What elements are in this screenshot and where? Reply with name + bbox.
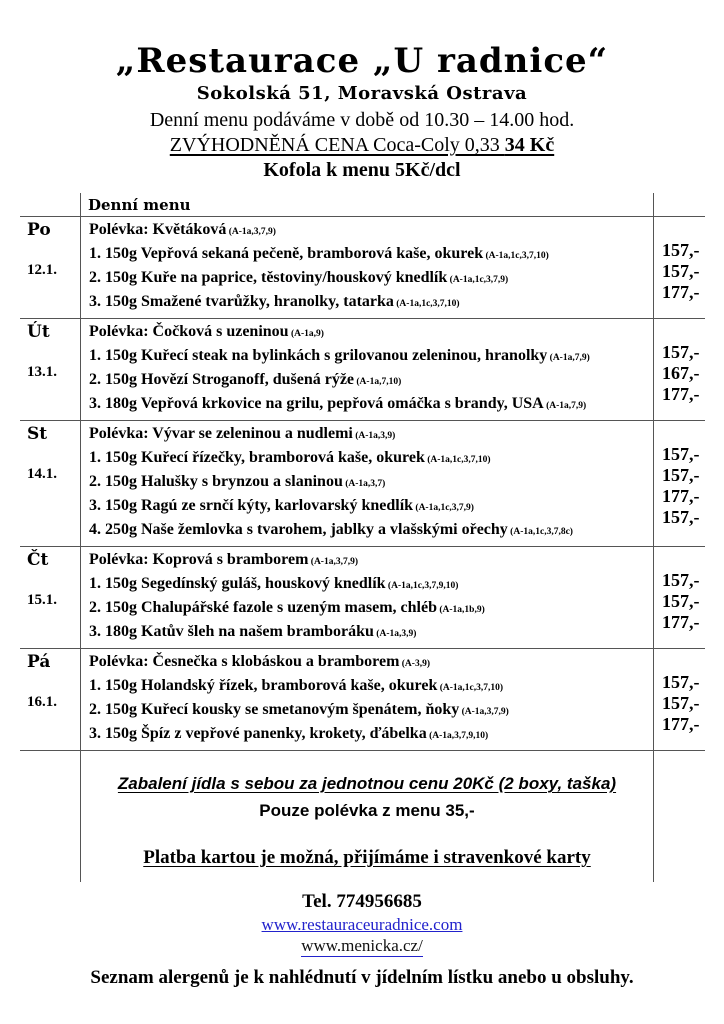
soup-line-text: Polévka: Květáková xyxy=(89,221,227,238)
notes-content xyxy=(80,751,653,882)
menu-item-line xyxy=(89,267,653,291)
menu-item-line xyxy=(89,471,653,495)
day-section xyxy=(20,319,705,421)
allergen-codes: (A-1a,3,7,9) xyxy=(308,557,359,567)
kofola-note: Kofola k menu 5Kč/dcl xyxy=(263,159,461,181)
restaurant-name: „Restaurace „U radnice“ xyxy=(115,41,609,81)
soup-line xyxy=(89,549,653,573)
item-price: 157,- xyxy=(662,672,700,692)
soup-line-text: Polévka: Koprová s bramborem xyxy=(89,551,309,568)
menu-item-line xyxy=(89,573,653,597)
price-line-empty xyxy=(662,423,705,444)
day-sections xyxy=(20,217,705,751)
price-cell xyxy=(653,649,705,750)
price-cell xyxy=(653,421,705,546)
allergen-codes: (A-1a,3,7) xyxy=(342,479,386,489)
allergen-codes: (A-1a,1c,3,7,10) xyxy=(437,683,504,693)
menu-item-line xyxy=(89,675,653,699)
price-cell xyxy=(653,547,705,648)
day-section xyxy=(20,547,705,649)
notes-panel xyxy=(20,751,705,882)
menu-item-line xyxy=(89,243,653,267)
promo-price: 34 Kč xyxy=(504,134,555,156)
menu-item-line xyxy=(89,597,653,621)
menu-item-line xyxy=(89,699,653,723)
soup-only-note: Pouze polévka z menu 35,- xyxy=(259,801,475,820)
price-cell xyxy=(653,319,705,420)
allergen-codes: (A-1a,7,9) xyxy=(543,401,587,411)
soup-line-text: Polévka: Vývar se zeleninou a nudlemi xyxy=(89,425,353,442)
menu-item-line xyxy=(89,345,653,369)
menu-item-line-text: 3. 180g Vepřová krkovice na grilu, pepřová omáčka s brandy, USA xyxy=(89,395,544,412)
allergen-codes: (A-3,9) xyxy=(399,659,430,669)
document-footer xyxy=(0,890,724,990)
allergen-codes: (A-1a,1c,3,7,9,10) xyxy=(385,581,459,591)
soup-line-text: Polévka: Čočková s uzeninou xyxy=(89,323,289,340)
notes-right-gutter xyxy=(653,751,705,882)
allergen-codes: (A-1a,3,7,9) xyxy=(226,227,276,237)
item-price: 157,- xyxy=(662,342,700,362)
day-date: 13.1. xyxy=(27,364,57,380)
day-label: Čt xyxy=(27,550,49,570)
item-price: 177,- xyxy=(662,612,700,632)
allergen-codes: (A-1a,9) xyxy=(288,329,324,339)
allergen-codes: (A-1a,7,9) xyxy=(547,353,590,363)
allergen-info-note: Seznam alergenů je k nahlédnutí v jídelním lístku anebo u obsluhy. xyxy=(90,967,634,988)
item-price: 157,- xyxy=(662,570,700,590)
restaurant-address: Sokolská 51, Moravská Ostrava xyxy=(196,83,528,104)
soup-line xyxy=(89,651,653,675)
item-price: 167,- xyxy=(662,363,700,383)
allergen-codes: (A-1a,1c,3,7,10) xyxy=(483,251,549,261)
price-line-empty xyxy=(662,549,705,570)
price-line-empty xyxy=(662,651,705,672)
menu-item-line-text: 1. 150g Kuřecí steak na bylinkách s grilovanou zeleninou, hranolky xyxy=(89,347,548,364)
allergen-codes: (A-1a,7,10) xyxy=(354,377,402,387)
item-price: 177,- xyxy=(662,282,700,302)
menu-item-line xyxy=(89,369,653,393)
soup-line xyxy=(89,321,653,345)
menu-item-line-text: 2. 150g Hovězí Stroganoff, dušená rýže xyxy=(89,371,355,388)
menu-column-header: Denní menu xyxy=(80,193,653,216)
allergen-codes: (A-1a,1b,9) xyxy=(436,605,485,615)
item-price: 177,- xyxy=(662,714,700,734)
day-label: Út xyxy=(27,322,50,342)
allergen-codes: (A-1a,1c,3,7,10) xyxy=(393,299,460,309)
day-date: 14.1. xyxy=(27,466,57,482)
allergen-codes: (A-1a,3,7,9) xyxy=(459,707,509,717)
menu-item-line-text: 3. 180g Katův šleh na našem bramboráku xyxy=(89,623,374,640)
soup-line xyxy=(89,423,653,447)
menu-item-line-text: 4. 250g Naše žemlovka s tvarohem, jablky a vlašskými ořechy xyxy=(89,521,508,538)
item-price: 157,- xyxy=(662,444,700,464)
allergen-codes: (A-1a,1c,3,7,9) xyxy=(413,503,474,513)
day-column-header xyxy=(20,193,80,216)
menu-cell xyxy=(80,217,653,318)
promo-line xyxy=(0,133,724,158)
serving-hours: Denní menu podáváme v době od 10.30 – 14.00 hod. xyxy=(149,109,575,131)
allergen-codes: (A-1a,1c,3,7,8c) xyxy=(507,527,573,537)
menu-item-line xyxy=(89,291,653,315)
item-price: 157,- xyxy=(662,507,700,527)
item-price: 177,- xyxy=(662,486,700,506)
menu-item-line xyxy=(89,723,653,747)
day-date: 12.1. xyxy=(27,262,57,278)
soup-line xyxy=(89,219,653,243)
allergen-codes: (A-1a,1c,3,7,9) xyxy=(447,275,509,285)
document-header xyxy=(0,0,724,183)
menicka-link[interactable]: www.menicka.cz/ xyxy=(301,936,423,955)
menu-item-line-text: 1. 150g Vepřová sekaná pečeně, bramborová kaše, okurek xyxy=(89,245,484,262)
menu-cell xyxy=(80,319,653,420)
day-label: St xyxy=(27,424,48,444)
day-label: Pá xyxy=(27,652,51,672)
phone-number: Tel. 774956685 xyxy=(302,891,422,912)
menu-item-line-text: 2. 150g Halušky s brynzou a slaninou xyxy=(89,473,343,490)
menu-item-line-text: 3. 150g Špíz z vepřové panenky, krokety, ďábelka xyxy=(89,725,427,742)
day-section xyxy=(20,217,705,319)
menu-table-header-row xyxy=(20,193,705,217)
price-line-empty xyxy=(662,321,705,342)
menu-table xyxy=(20,193,705,882)
menu-item-line-text: 3. 150g Ragú ze srnčí kýty, karlovarský knedlík xyxy=(89,497,414,514)
menu-item-line-text: 2. 150g Kuře na paprice, těstoviny/houskový knedlík xyxy=(89,269,448,286)
day-section xyxy=(20,649,705,751)
day-date: 16.1. xyxy=(27,694,57,710)
item-price: 177,- xyxy=(662,384,700,404)
restaurant-website-link[interactable]: www.restauraceuradnice.com xyxy=(261,915,463,934)
menu-item-line-text: 1. 150g Segedínský guláš, houskový knedlík xyxy=(89,575,386,592)
price-line-empty xyxy=(662,219,705,240)
day-section xyxy=(20,421,705,547)
day-cell xyxy=(20,217,80,318)
menu-item-line xyxy=(89,393,653,417)
day-date: 15.1. xyxy=(27,592,57,608)
takeaway-note: Zabalení jídla s sebou za jednotnou cenu 20Kč (2 boxy, taška) xyxy=(117,774,617,793)
allergen-codes: (A-1a,3,7,9,10) xyxy=(426,731,489,741)
menu-cell xyxy=(80,547,653,648)
allergen-codes: (A-1a,1c,3,7,10) xyxy=(424,455,491,465)
menu-item-line-text: 1. 150g Kuřecí řízečky, bramborová kaše, okurek xyxy=(89,449,425,466)
day-cell xyxy=(20,319,80,420)
day-label: Po xyxy=(27,220,51,240)
menu-item-line-text: 3. 150g Smažené tvarůžky, hranolky, tatarka xyxy=(89,293,394,310)
promo-text: ZVÝHODNĚNÁ CENA Coca-Coly 0,33 xyxy=(169,134,505,156)
price-column-header xyxy=(653,193,705,216)
item-price: 157,- xyxy=(662,240,700,260)
card-payment-note: Platba kartou je možná, přijímáme i stravenkové karty xyxy=(143,847,591,868)
allergen-codes: (A-1a,3,9) xyxy=(352,431,396,441)
item-price: 157,- xyxy=(662,693,700,713)
day-cell xyxy=(20,547,80,648)
item-price: 157,- xyxy=(662,465,700,485)
item-price: 157,- xyxy=(662,591,700,611)
menu-item-line-text: 1. 150g Holandský řízek, bramborová kaše, okurek xyxy=(89,677,438,694)
notes-left-gutter xyxy=(20,751,80,882)
day-cell xyxy=(20,649,80,750)
menu-cell xyxy=(80,421,653,546)
menu-item-line-text: 2. 150g Chalupářské fazole s uzeným masem, chléb xyxy=(89,599,437,616)
menu-item-line xyxy=(89,447,653,471)
menu-item-line xyxy=(89,495,653,519)
menu-item-line xyxy=(89,621,653,645)
menu-cell xyxy=(80,649,653,750)
menu-item-line xyxy=(89,519,653,543)
item-price: 157,- xyxy=(662,261,700,281)
soup-line-text: Polévka: Česnečka s klobáskou a bramborem xyxy=(89,653,400,670)
allergen-codes: (A-1a,3,9) xyxy=(373,629,417,639)
day-cell xyxy=(20,421,80,546)
menu-item-line-text: 2. 150g Kuřecí kousky se smetanovým špenátem, ňoky xyxy=(89,701,460,718)
price-cell xyxy=(653,217,705,318)
